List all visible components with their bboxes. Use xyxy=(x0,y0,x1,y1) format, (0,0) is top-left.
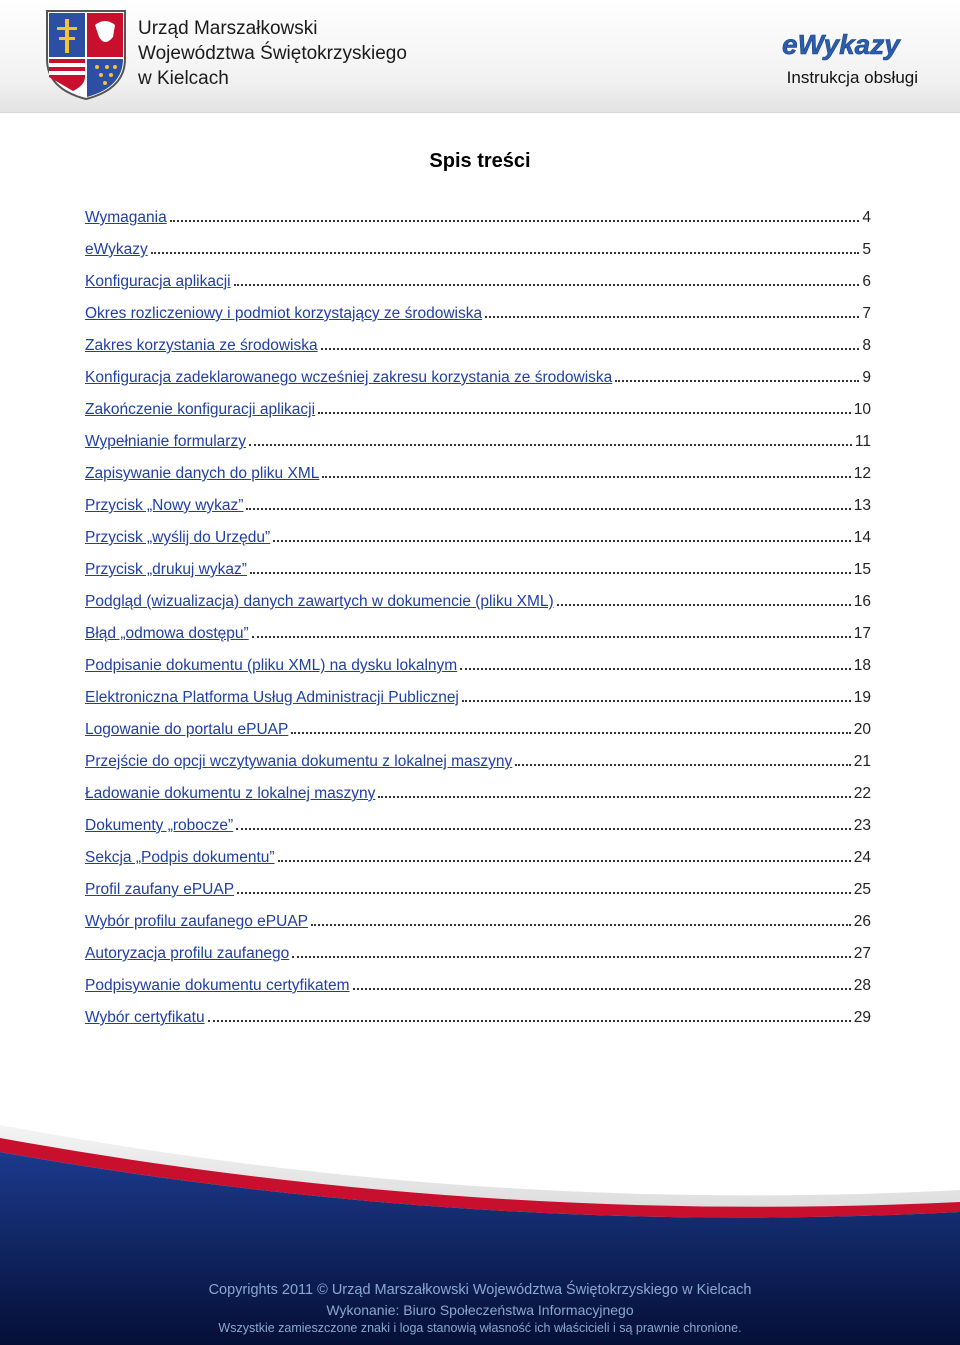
toc-leader-dots xyxy=(250,571,851,574)
toc-page-number: 7 xyxy=(862,305,871,322)
toc-page-number: 22 xyxy=(853,785,871,802)
coat-of-arms-icon xyxy=(43,7,129,101)
toc-entry[interactable] xyxy=(85,558,871,590)
toc-leader-dots xyxy=(278,859,851,862)
toc-entry-link[interactable]: Przycisk „wyślij do Urzędu” xyxy=(85,529,271,546)
toc-entry[interactable] xyxy=(85,366,871,398)
logo-text: eWykazy xyxy=(782,29,900,60)
toc-leader-dots xyxy=(170,219,860,222)
toc-entry[interactable] xyxy=(85,654,871,686)
toc-entry[interactable] xyxy=(85,430,871,462)
toc-entry-link[interactable]: Zapisywanie danych do pliku XML xyxy=(85,465,320,482)
toc-page-number: 4 xyxy=(862,209,871,226)
document-type-label: Instrukcja obsługi xyxy=(786,68,918,87)
toc-entry[interactable] xyxy=(85,814,871,846)
toc-entry[interactable] xyxy=(85,1006,871,1038)
toc-entry-link[interactable]: Logowanie do portalu ePUAP xyxy=(85,721,289,738)
toc-page-number: 15 xyxy=(853,561,871,578)
toc-entry[interactable] xyxy=(85,494,871,526)
toc-leader-dots xyxy=(273,539,851,542)
toc-leader-dots xyxy=(292,955,851,958)
toc-entry-link[interactable]: Autoryzacja profilu zaufanego xyxy=(85,945,290,962)
toc-leader-dots xyxy=(249,443,852,446)
toc-page-number: 17 xyxy=(853,625,871,642)
toc-leader-dots xyxy=(246,507,850,510)
toc-entry[interactable] xyxy=(85,462,871,494)
toc-page-number: 14 xyxy=(853,529,871,546)
toc-leader-dots xyxy=(318,411,851,414)
toc-page-number: 12 xyxy=(853,465,871,482)
toc-entry-link[interactable]: Podgląd (wizualizacja) danych zawartych w dokumencie (pliku XML) xyxy=(85,593,554,610)
toc-entry-link[interactable]: Wybór certyfikatu xyxy=(85,1009,205,1026)
toc-leader-dots xyxy=(321,347,860,350)
toc-entry[interactable] xyxy=(85,334,871,366)
toc-page-number: 21 xyxy=(853,753,871,770)
toc-entry-link[interactable]: Podpisywanie dokumentu certyfikatem xyxy=(85,977,350,994)
toc-entry-link[interactable]: Zakres korzystania ze środowiska xyxy=(85,337,318,354)
toc-page-number: 20 xyxy=(853,721,871,738)
toc-entry[interactable] xyxy=(85,910,871,942)
toc-page-number: 27 xyxy=(853,945,871,962)
toc-entry-link[interactable]: Ładowanie dokumentu z lokalnej maszyny xyxy=(85,785,376,802)
toc-page-number: 16 xyxy=(853,593,871,610)
toc-entry[interactable] xyxy=(85,878,871,910)
toc-entry[interactable] xyxy=(85,782,871,814)
toc-page-number: 8 xyxy=(862,337,871,354)
toc-entry-link[interactable]: Przycisk „Nowy wykaz” xyxy=(85,497,244,514)
page-footer xyxy=(0,1120,960,1345)
toc-entry[interactable] xyxy=(85,622,871,654)
toc-entry-link[interactable]: Przejście do opcji wczytywania dokumentu z lokalnej maszyny xyxy=(85,753,513,770)
toc-page-number: 23 xyxy=(853,817,871,834)
table-of-contents xyxy=(85,206,871,1038)
toc-page-number: 28 xyxy=(853,977,871,994)
toc-page-number: 6 xyxy=(862,273,871,290)
toc-page-number: 26 xyxy=(853,913,871,930)
org-line-3: w Kielcach xyxy=(138,68,229,89)
toc-entry-link[interactable]: Wybór profilu zaufanego ePUAP xyxy=(85,913,309,930)
toc-leader-dots xyxy=(311,923,851,926)
toc-title: Spis treści xyxy=(429,150,531,172)
toc-entry[interactable] xyxy=(85,590,871,622)
toc-leader-dots xyxy=(615,379,859,382)
toc-leader-dots xyxy=(291,731,850,734)
org-line-1: Urząd Marszałkowski xyxy=(138,18,318,39)
toc-leader-dots xyxy=(234,283,860,286)
toc-page-number: 13 xyxy=(853,497,871,514)
toc-page-number: 10 xyxy=(853,401,871,418)
toc-leader-dots xyxy=(378,795,850,798)
toc-leader-dots xyxy=(151,251,860,254)
toc-entry-link[interactable]: Przycisk „drukuj wykaz” xyxy=(85,561,247,578)
toc-entry[interactable] xyxy=(85,686,871,718)
toc-leader-dots xyxy=(515,763,850,766)
toc-entry[interactable] xyxy=(85,526,871,558)
toc-page-number: 18 xyxy=(853,657,871,674)
toc-entry[interactable] xyxy=(85,942,871,974)
toc-page-number: 5 xyxy=(862,241,871,258)
toc-leader-dots xyxy=(353,987,851,990)
toc-entry-link[interactable]: eWykazy xyxy=(85,241,148,258)
toc-page-number: 25 xyxy=(853,881,871,898)
toc-entry-link[interactable]: Podpisanie dokumentu (pliku XML) na dysku lokalnym xyxy=(85,657,458,674)
toc-entry-link[interactable]: Wymagania xyxy=(85,209,167,226)
toc-leader-dots xyxy=(557,603,851,606)
toc-entry-link[interactable]: Konfiguracja aplikacji xyxy=(85,273,231,290)
page-header xyxy=(0,0,960,113)
toc-entry[interactable] xyxy=(85,206,871,238)
toc-entry-link[interactable]: Wypełnianie formularzy xyxy=(85,433,246,450)
toc-entry[interactable] xyxy=(85,238,871,270)
footer-disclaimer: Wszystkie zamieszczone znaki i loga stanowią własność ich właścicieli i są prawnie chronione. xyxy=(218,1321,742,1335)
toc-page-number: 29 xyxy=(853,1009,871,1026)
toc-entry-link[interactable]: Błąd „odmowa dostępu” xyxy=(85,625,249,642)
toc-leader-dots xyxy=(208,1019,851,1022)
toc-entry-link[interactable]: Dokumenty „robocze” xyxy=(85,817,234,834)
toc-leader-dots xyxy=(237,891,851,894)
toc-entry[interactable] xyxy=(85,718,871,750)
toc-entry[interactable] xyxy=(85,398,871,430)
toc-entry-link[interactable]: Okres rozliczeniowy i podmiot korzystający ze środowiska xyxy=(85,305,483,322)
toc-leader-dots xyxy=(460,667,851,670)
toc-entry[interactable] xyxy=(85,750,871,782)
toc-entry-link[interactable]: Elektroniczna Platforma Usług Administracji Publicznej xyxy=(85,689,459,706)
toc-entry[interactable] xyxy=(85,302,871,334)
toc-entry[interactable] xyxy=(85,846,871,878)
toc-leader-dots xyxy=(322,475,850,478)
toc-entry-link[interactable]: Profil zaufany ePUAP xyxy=(85,881,235,898)
footer-author: Wykonanie: Biuro Społeczeństwa Informacyjnego xyxy=(326,1302,634,1318)
toc-page-number: 19 xyxy=(853,689,871,706)
toc-entry-link[interactable]: Konfiguracja zadeklarowanego wcześniej zakresu korzystania ze środowiska xyxy=(85,369,613,386)
toc-entry-link[interactable]: Sekcja „Podpis dokumentu” xyxy=(85,849,275,866)
footer-copyright: Copyrights 2011 © Urząd Marszałkowski Województwa Świętokrzyskiego w Kielcach xyxy=(208,1282,752,1298)
toc-leader-dots xyxy=(462,699,851,702)
ewykazy-logo xyxy=(780,26,922,64)
organization-name xyxy=(138,16,407,91)
toc-leader-dots xyxy=(252,635,851,638)
toc-entry[interactable] xyxy=(85,974,871,1006)
toc-page-number: 9 xyxy=(862,369,871,386)
toc-leader-dots xyxy=(485,315,859,318)
toc-entry-link[interactable]: Zakończenie konfiguracji aplikacji xyxy=(85,401,316,418)
toc-page-number: 11 xyxy=(854,433,871,450)
org-line-2: Województwa Świętokrzyskiego xyxy=(138,43,407,64)
toc-entry[interactable] xyxy=(85,270,871,302)
toc-leader-dots xyxy=(236,827,851,830)
toc-page-number: 24 xyxy=(853,849,871,866)
